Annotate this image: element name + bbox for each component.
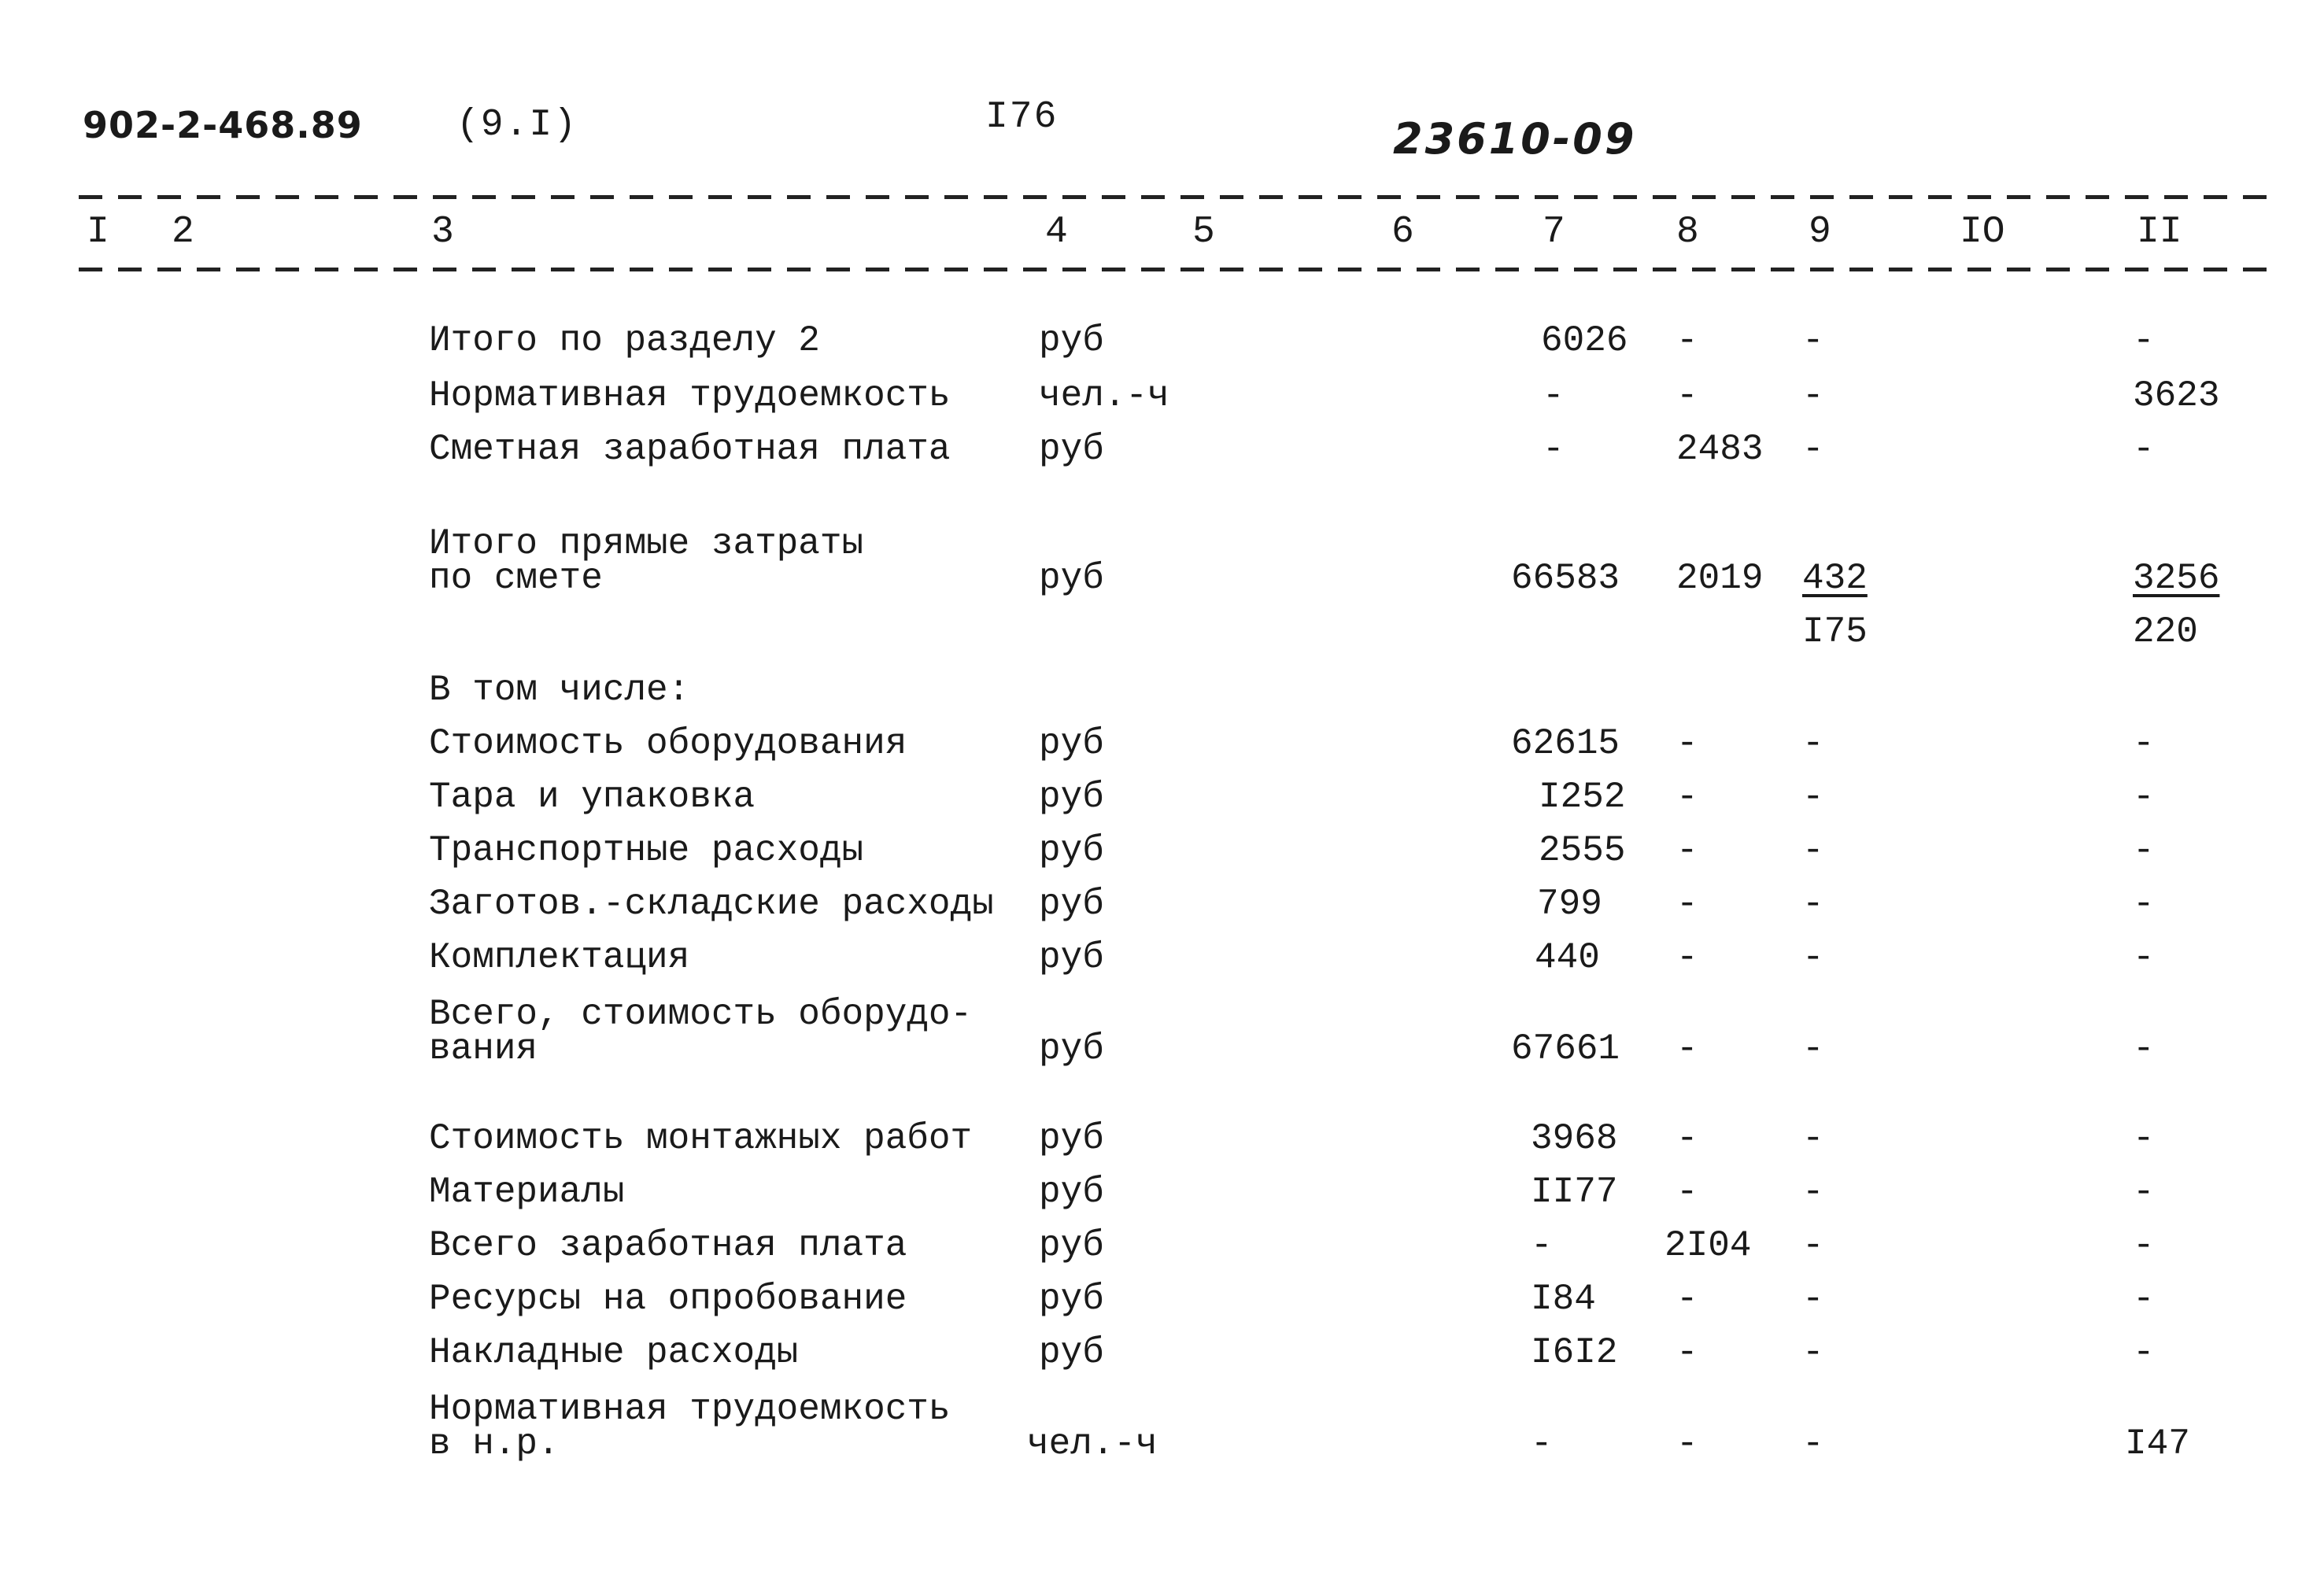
item-name: Всего заработная плата: [429, 1225, 907, 1266]
item-unit: руб: [1039, 1172, 1104, 1213]
col8-value: -: [1676, 1172, 1698, 1213]
col7-value: -: [1543, 375, 1565, 416]
col9-value: -: [1802, 1118, 1824, 1159]
col7-value: 3968: [1531, 1118, 1618, 1159]
item-unit: руб: [1039, 1279, 1104, 1320]
col9-value: -: [1802, 375, 1824, 416]
col9-value: -: [1802, 429, 1824, 470]
item-name: Тара и упаковка: [429, 777, 756, 818]
column-number: 7: [1543, 211, 1565, 253]
header-bottom-rule: [79, 268, 2267, 271]
col9-value: -: [1802, 777, 1824, 818]
column-number: 4: [1045, 211, 1068, 253]
item-name: Итого по разделу 2: [429, 320, 820, 361]
col7-value: 67661: [1511, 1028, 1620, 1069]
item-name: Нормативная трудоемкость: [429, 1389, 951, 1430]
handwritten-stamp: 23610-09: [1393, 114, 1637, 164]
col11-value: -: [2133, 937, 2155, 978]
document-code: 902-2-468.89: [83, 104, 363, 146]
col11-value: 3256: [2133, 558, 2220, 599]
col7-value: 799: [1537, 884, 1602, 925]
column-number: 9: [1809, 211, 1831, 253]
col9-value: -: [1802, 1225, 1824, 1266]
col11-value-secondary: 220: [2133, 611, 2198, 652]
column-number: I: [87, 211, 109, 253]
item-unit: руб: [1039, 937, 1104, 978]
table-row: [0, 1120, 2324, 1171]
item-name: Всего, стоимость оборудо-: [429, 994, 973, 1035]
col7-value: I252: [1539, 777, 1626, 818]
item-unit: чел.-ч: [1027, 1423, 1158, 1464]
item-name-continued: вания: [429, 1028, 538, 1069]
col11-value: -: [2133, 1172, 2155, 1213]
item-unit: руб: [1039, 429, 1104, 470]
item-unit: руб: [1039, 558, 1104, 599]
col8-value: 2483: [1676, 429, 1764, 470]
section-label: В том числе:: [429, 670, 690, 711]
table-row: [0, 832, 2324, 883]
item-unit: руб: [1039, 1028, 1104, 1069]
item-unit: руб: [1039, 1332, 1104, 1373]
column-number: 2: [172, 211, 194, 253]
item-unit: руб: [1039, 1225, 1104, 1266]
item-name-continued: по смете: [429, 558, 603, 599]
col8-value: -: [1676, 723, 1698, 764]
col8-value: -: [1676, 1423, 1698, 1464]
col11-value: -: [2133, 777, 2155, 818]
section-label-row: [0, 672, 2324, 722]
col9-value: -: [1802, 937, 1824, 978]
table-row: [0, 937, 2324, 990]
col7-value: I6I2: [1531, 1332, 1618, 1373]
col7-value: -: [1531, 1225, 1553, 1266]
item-name-continued: в н.р.: [429, 1423, 560, 1464]
table-row: [0, 779, 2324, 829]
col8-value: -: [1676, 937, 1698, 978]
col8-value: -: [1676, 1332, 1698, 1373]
table-row: [0, 1227, 2324, 1278]
col9-value: -: [1802, 1028, 1824, 1069]
item-unit: руб: [1039, 1118, 1104, 1159]
col7-value: -: [1543, 429, 1565, 470]
table-row: [0, 1281, 2324, 1331]
col11-value: I47: [2125, 1423, 2190, 1464]
item-name: Итого прямые затраты: [429, 523, 864, 564]
column-number: 3: [431, 211, 454, 253]
col11-value: -: [2133, 320, 2155, 361]
column-number: 6: [1391, 211, 1414, 253]
section-number: (9.I): [456, 104, 578, 146]
col9-value-secondary: I75: [1802, 611, 1868, 652]
col7-value: II77: [1531, 1172, 1618, 1213]
table-row: [0, 725, 2324, 776]
table-row: [0, 375, 2324, 428]
col7-value: -: [1531, 1423, 1553, 1464]
item-name: Сметная заработная плата: [429, 429, 951, 470]
col7-value: 66583: [1511, 558, 1620, 599]
table-row: [0, 996, 2324, 1075]
table-row: [0, 320, 2324, 373]
col9-value: -: [1802, 1172, 1824, 1213]
item-name: Заготов.-складские расходы: [429, 884, 994, 925]
col11-value: -: [2133, 1028, 2155, 1069]
col11-value: -: [2133, 429, 2155, 470]
item-name: Ресурсы на опробование: [429, 1279, 907, 1320]
column-number: 5: [1192, 211, 1215, 253]
col9-value: -: [1802, 320, 1824, 361]
table-row: [0, 1391, 2324, 1470]
item-name: Накладные расходы: [429, 1332, 799, 1373]
col7-value: 6026: [1541, 320, 1628, 361]
col8-value: 2019: [1676, 558, 1764, 599]
col8-value: -: [1676, 830, 1698, 871]
col11-value: -: [2133, 1118, 2155, 1159]
col7-value: 62615: [1511, 723, 1620, 764]
item-unit: руб: [1039, 723, 1104, 764]
col11-value: -: [2133, 1279, 2155, 1320]
col8-value: -: [1676, 1028, 1698, 1069]
header-top-rule: [79, 195, 2267, 199]
col11-value: -: [2133, 884, 2155, 925]
table-row: [0, 1174, 2324, 1224]
col9-value: -: [1802, 1279, 1824, 1320]
col8-value: 2I04: [1664, 1225, 1752, 1266]
item-name: Стоимость оборудования: [429, 723, 907, 764]
col8-value: -: [1676, 1118, 1698, 1159]
table-row: [0, 523, 2324, 652]
item-name: Комплектация: [429, 937, 690, 978]
col8-value: -: [1676, 884, 1698, 925]
column-number: 8: [1676, 211, 1699, 253]
table-row: [0, 431, 2324, 482]
col11-value: -: [2133, 1332, 2155, 1373]
table-row: [0, 886, 2324, 936]
col8-value: -: [1676, 375, 1698, 416]
item-unit: руб: [1039, 777, 1104, 818]
col8-value: -: [1676, 320, 1698, 361]
col9-value: -: [1802, 723, 1824, 764]
col11-value: -: [2133, 1225, 2155, 1266]
item-name: Стоимость монтажных работ: [429, 1118, 973, 1159]
item-unit: руб: [1039, 320, 1104, 361]
item-unit: руб: [1039, 884, 1104, 925]
col9-value: -: [1802, 1332, 1824, 1373]
col9-value: -: [1802, 1423, 1824, 1464]
col7-value: 440: [1535, 937, 1600, 978]
col9-value: 432: [1802, 558, 1868, 599]
item-name: Материалы: [429, 1172, 625, 1213]
col11-value: -: [2133, 830, 2155, 871]
col7-value: I84: [1531, 1279, 1596, 1320]
page-number: I76: [985, 96, 1059, 138]
col11-value: -: [2133, 723, 2155, 764]
col9-value: -: [1802, 830, 1824, 871]
item-name: Транспортные расходы: [429, 830, 864, 871]
item-unit: чел.-ч: [1039, 375, 1169, 416]
column-number: II: [2137, 211, 2182, 253]
col7-value: 2555: [1539, 830, 1626, 871]
column-number: IO: [1960, 211, 2005, 253]
col8-value: -: [1676, 1279, 1698, 1320]
col8-value: -: [1676, 777, 1698, 818]
item-name: Нормативная трудоемкость: [429, 375, 951, 416]
item-unit: руб: [1039, 830, 1104, 871]
table-row: [0, 1332, 2324, 1385]
col11-value: 3623: [2133, 375, 2220, 416]
col9-value: -: [1802, 884, 1824, 925]
